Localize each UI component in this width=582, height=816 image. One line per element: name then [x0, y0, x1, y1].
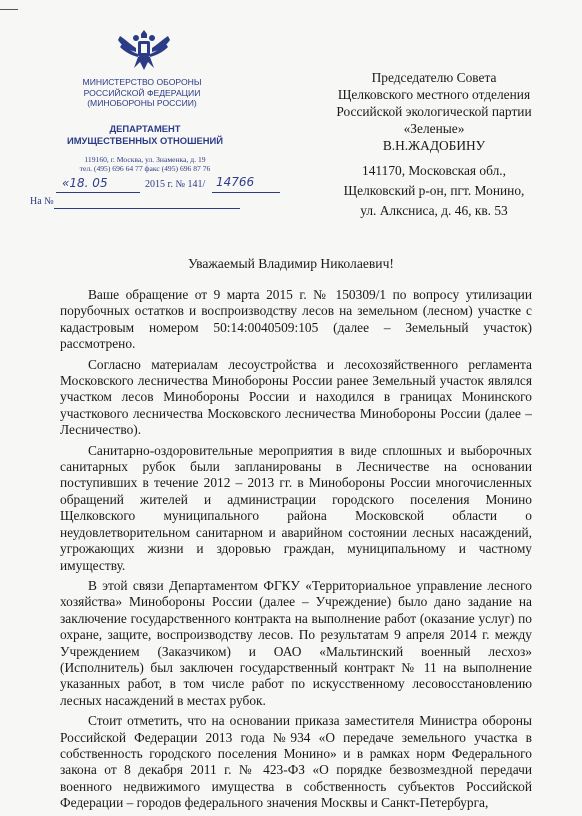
date-underline: [56, 192, 140, 193]
recipient-address: [312, 161, 556, 221]
recipient-line: Председателю Совета: [371, 70, 497, 85]
ministry-line: (МИНОБОРОНЫ РОССИИ): [87, 98, 197, 109]
recipient-address-line: ул. Алксниса, д. 46, кв. 53: [360, 203, 508, 218]
registration-line: [44, 176, 284, 196]
letterhead-address: [60, 155, 230, 173]
ministry-line: МИНИСТЕРСТВО ОБОРОНЫ: [82, 77, 202, 87]
body-paragraph: В этой связи Департаментом ФГКУ «Территориальное управление лесного хозяйства» Минобороны России (далее – Учреждение) было дано задание на заключение государственного контракта на выполнение работ (оказание услуг) по охране, защите, воспроизводству лесов. По результатам 9 апреля 2014 г. между Учреждением (Заказчиком) и ОАО «Мальтинский военный лесхоз» (Исполнитель) был заключен государственный контракт № 11 на выполнение указанных работ, в том числе работ по искусственному лесовосстановлению лесных насаждений в местах рубок.: [60, 577, 532, 708]
department-line: ИМУЩЕСТВЕННЫХ ОТНОШЕНИЙ: [66, 134, 224, 146]
body-paragraph: Санитарно-оздоровительные мероприятия в виде сплошных и выборочных санитарных рубок были запланированы в Лесничестве на основании поступивших в течение 2012 – 2013 гг. в Минобороны России многочисленных обращений жителей и администрации городского поселения Монино Щелковского муниципального района Московской области о неудовлетворительном санитарном и аварийном состоянии лесных насаждений, угрожающих жизни и здоровью граждан, муниципальному и частному имуществу.: [60, 442, 532, 573]
recipient-name: В.Н.ЖАДОБИНУ: [382, 138, 486, 153]
reply-to-label: На №: [30, 196, 54, 207]
body-paragraph: Согласно материалам лесоустройства и лесохозяйственного регламента Московского лесничества Минобороны России ранее Земельный участок являлся участком лесов Минобороны России и находился в границах Монинского участкового лесничества Московского лесничества Минобороны России (далее – Лесничество).: [60, 356, 532, 438]
double-headed-eagle-icon: [116, 24, 172, 74]
body-paragraph: Стоит отметить, что на основании приказа заместителя Министра обороны Российской Федерации 2013 года №934 «О передаче земельного участка в собственность городского поселения Монино» и в рамках норм Федерального закона от 8 декабря 2011 г. № 423-ФЗ «О порядке безвозмездной передачи военного недвижимого имущества в собственность субъектов Российской Федерации – городов федерального значения Москвы и Санкт-Петербурга,: [60, 713, 532, 811]
recipient-line: Щелковского местного отделения: [337, 87, 531, 102]
department-name: [66, 123, 224, 146]
registration-number: 14766: [216, 175, 255, 189]
registration-date: «18. 05: [62, 176, 108, 190]
recipient-address-line: 141170, Московская обл.,: [362, 163, 506, 178]
reply-to-underline: [54, 208, 240, 209]
greeting: Уважаемый Владимир Николаевич!: [188, 256, 394, 271]
recipient-block: [312, 69, 556, 154]
address-line: 119160, г. Москва, ул. Знаменка, д. 19: [84, 155, 206, 164]
recipient-line: Российской экологической партии: [336, 104, 532, 119]
letter-body: [60, 287, 532, 816]
body-paragraph: Ваше обращение от 9 марта 2015 г. № 150309/1 по вопросу утилизации порубочных остатков и воспроизводству лесов на земельном (лесном) участке с кадастровым номером 50:14:0040509:105 (далее – Земельный участок) рассмотрено.: [60, 287, 532, 352]
reply-to-line: [30, 196, 240, 210]
recipient-address-line: Щелковский р-он, пгт. Монино,: [343, 183, 525, 198]
recipient-line: «Зеленые»: [403, 121, 465, 136]
ministry-name: [76, 77, 208, 109]
number-underline: [212, 192, 280, 193]
registration-year-label: 2015 г. № 141/: [145, 179, 206, 190]
ministry-line: РОССИЙСКОЙ ФЕДЕРАЦИИ: [83, 87, 201, 98]
corner-mark: [0, 9, 18, 10]
address-line: тел. (495) 696 64 77 факс (495) 696 87 76: [79, 164, 211, 173]
department-line: ДЕПАРТАМЕНТ: [109, 123, 181, 134]
